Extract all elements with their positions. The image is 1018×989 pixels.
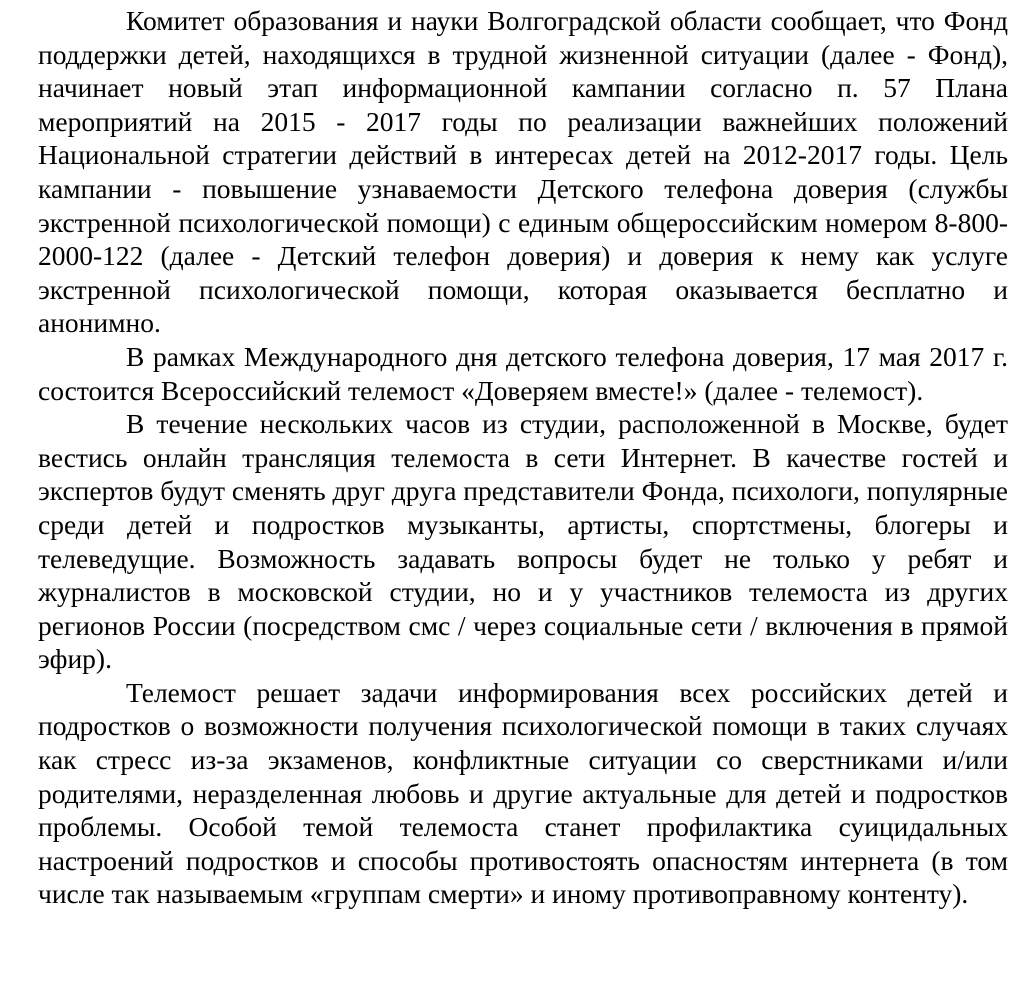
paragraph-campaign-announcement: Комитет образования и науки Волгоградской области сообщает, что Фонд поддержки детей, находящихся в трудной жизненной ситуации (далее - Фонд), начинает новый этап информационной кампании согласно п. 57 Плана мероприятий на 2015 - 2017 годы по реализации важнейших положений Национальной стратегии действий в интересах детей на 2012-2017 годы. Цель кампании - повышение узнаваемости Детского телефона доверия (службы экстренной психологической помощи) с единым общероссийским номером 8-800-2000-122 (далее - Детский телефон доверия) и доверия к нему как услуге экстренной психологической помощи, которая оказывается бесплатно и анонимно. bbox=[38, 5, 1008, 339]
paragraph-broadcast-details: В течение нескольких часов из студии, расположенной в Москве, будет вестись онлайн трансляция телемоста в сети Интернет. В качестве гостей и экспертов будут сменять друг друга представители Фонда, психологи, популярные среди детей и подростков музыканты, артисты, спортстмены, блогеры и телеведущие. Возможность задавать вопросы будет не только у ребят и журналистов в московской студии, но и у участников телемоста из других регионов России (посредством смс / через социальные сети / включения в прямой эфир). bbox=[38, 408, 1008, 675]
paragraph-telebridge-date: В рамках Международного дня детского телефона доверия, 17 мая 2017 г. состоится Всероссийский телемост «Доверяем вместе!» (далее - телемост). bbox=[38, 340, 1008, 406]
paragraph-telebridge-goals: Телемост решает задачи информирования всех российских детей и подростков о возможности получения психологической помощи в таких случаях как стресс из-за экзаменов, конфликтные ситуации со сверстниками и/или родителями, неразделенная любовь и другие актуальные для детей и подростков проблемы. Особой темой телемоста станет профилактика суицидальных настроений подростков и способы противостоять опасностям интернета (в том числе так называемым «группам смерти» и иному противоправному контенту). bbox=[38, 676, 1008, 910]
